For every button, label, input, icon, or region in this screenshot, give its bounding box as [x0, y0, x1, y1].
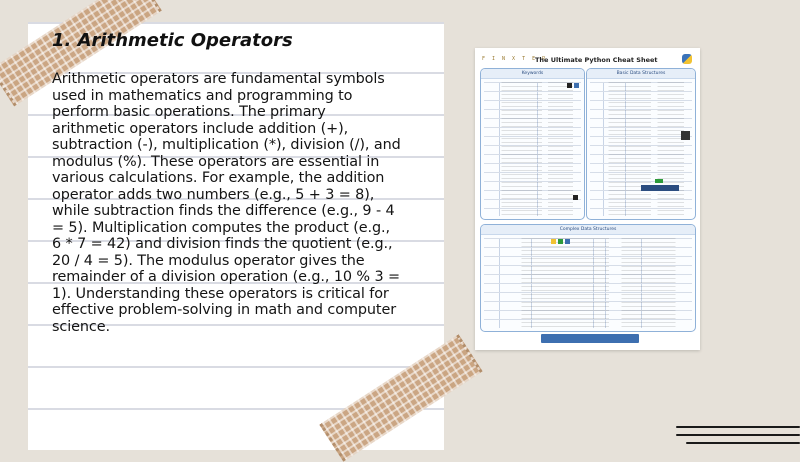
section-heading: 1. Arithmetic Operators — [52, 30, 293, 51]
cheat-sheet-footer-bar — [541, 334, 639, 343]
panel-keywords — [480, 68, 585, 220]
cheat-sheet-image — [475, 48, 700, 350]
cheat-sheet-logo: F I N X T E R — [482, 56, 548, 62]
panel-basic-data-structures — [586, 68, 696, 220]
panel-complex-title: Complex Data Structures — [481, 225, 695, 235]
decorative-lines — [676, 426, 800, 450]
python-logo-icon — [682, 54, 692, 64]
panel-complex-data-structures — [480, 224, 696, 332]
cheat-sheet-title: The Ultimate Python Cheat Sheet — [535, 56, 658, 64]
panel-keywords-title: Keywords — [481, 69, 584, 79]
panel-basic-title: Basic Data Structures — [587, 69, 695, 79]
body-paragraph: Arithmetic operators are fundamental symbols used in mathematics and programming to perform basic operations. The primary arithmetic operators include addition (+), subtraction (-), multiplication (*), division (/), and modulus (%). These operators are essential in various calculations. For example, the addition operator adds two numbers (e.g., 5 + 3 = 8), while subtraction finds the difference (e.g., 9 - 4 = 5). Multiplication computes the product (e.g., 6 * 7 = 42) and division finds the quotient (e.g., 20 / 4 = 5). The modulus operator gives the remainder of a division operation (e.g., 10 % 3 = 1). Understanding these operators is critical for effective problem-solving in math and computer science. — [52, 71, 401, 335]
